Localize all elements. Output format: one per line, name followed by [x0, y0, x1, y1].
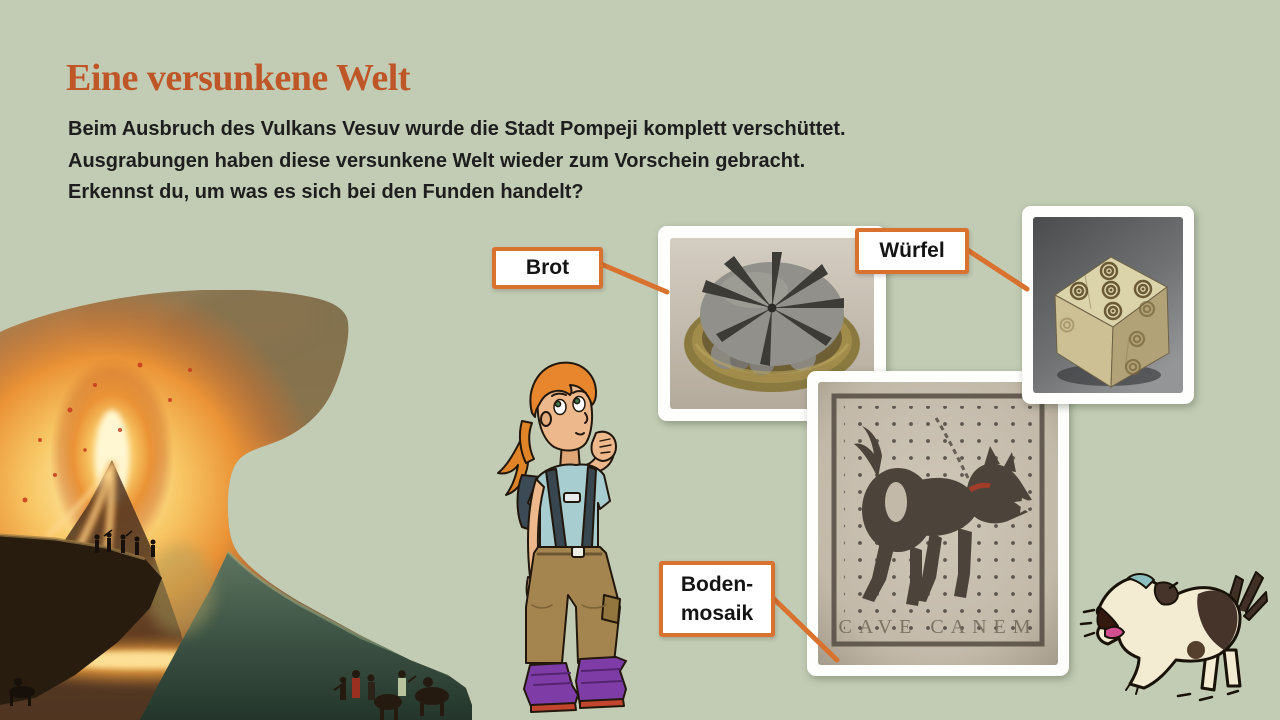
photo-bone-die — [1022, 206, 1194, 404]
dog-tongue — [1105, 627, 1124, 638]
paragraph-line-1: Beim Ausbruch des Vulkans Vesuv wurde die Stadt Pompeji komplett verschüttet. — [68, 118, 846, 140]
photo-floor-mosaic — [807, 371, 1069, 676]
label-dice-text: Würfel — [879, 239, 945, 263]
haunch-patch — [885, 482, 907, 522]
barking-dog-illustration — [1078, 566, 1268, 708]
intro-paragraph — [68, 114, 846, 209]
cave-canem-mosaic-image — [818, 382, 1058, 665]
paragraph-line-3: Erkennst du, um was es sich bei den Funden handelt? — [68, 181, 584, 203]
boot-left — [524, 663, 578, 709]
dog-spot — [1187, 641, 1205, 659]
label-floor-mosaic-line2: mosaik — [680, 602, 754, 625]
strap-buckle — [564, 493, 580, 502]
girl-character-illustration — [488, 355, 643, 715]
page-title: Eine versunkene Welt — [66, 57, 410, 99]
label-bread-text: Brot — [525, 256, 570, 280]
bone-die-image — [1033, 217, 1183, 393]
label-floor-mosaic — [659, 561, 775, 637]
paragraph-line-2: Ausgrabungen haben diese versunkene Welt wieder zum Vorschein gebracht. — [68, 149, 806, 172]
vesuvius-eruption-painting — [0, 290, 472, 720]
label-dice — [855, 228, 969, 274]
label-bread — [492, 247, 603, 289]
cargo-pocket — [602, 595, 620, 623]
label-floor-mosaic-line1: Boden- — [680, 572, 754, 596]
connector-dice — [966, 249, 1027, 289]
mosaic-inscription: CAVE CANEM — [838, 616, 1038, 638]
